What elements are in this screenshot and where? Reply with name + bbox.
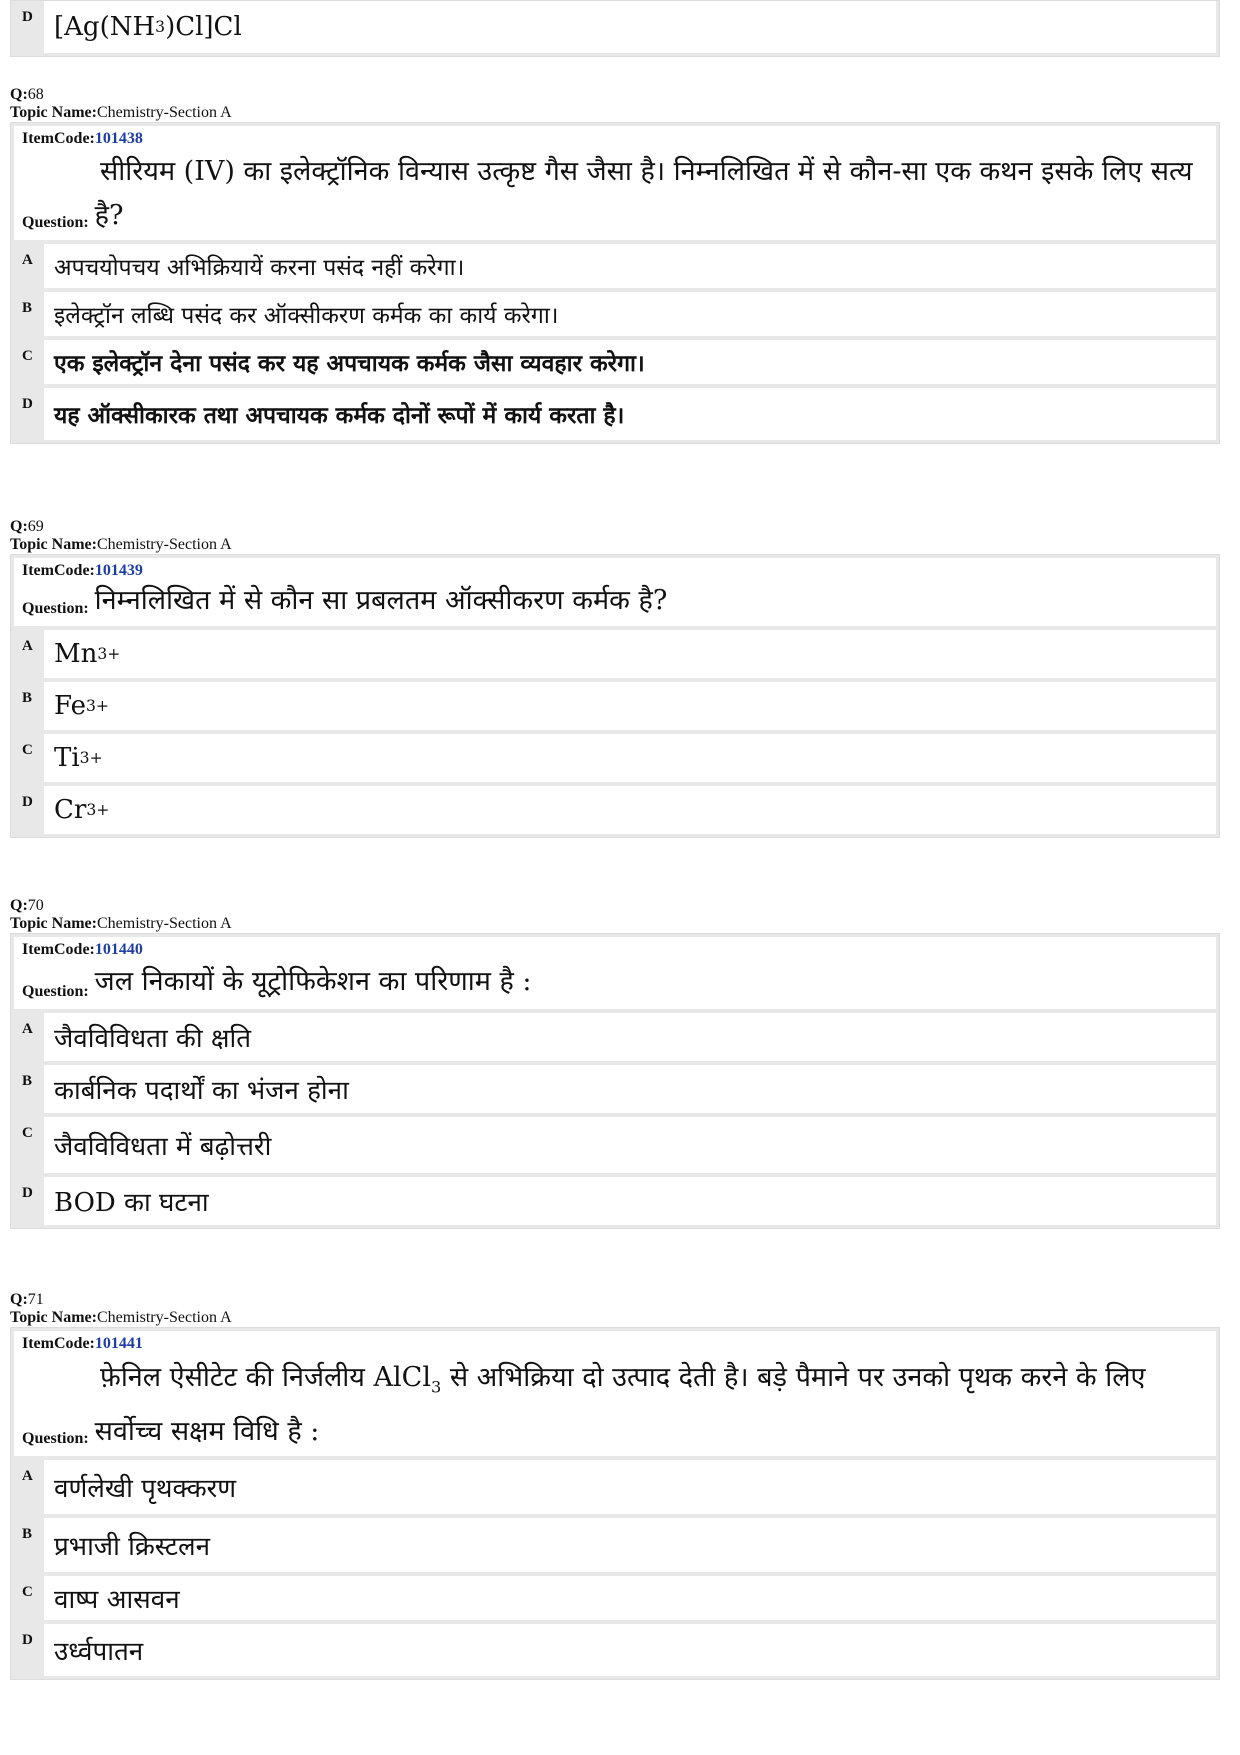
option-text: जैवविविधता की क्षति: [44, 1013, 1216, 1061]
question-stem: [14, 937, 1216, 1009]
question-label: Question:: [22, 600, 89, 617]
option-text: Fe 3+: [44, 682, 1216, 730]
option-label: A: [22, 252, 33, 268]
question-stem: [14, 558, 1216, 626]
question-stem: [14, 1331, 1216, 1456]
option-label: D: [22, 794, 33, 810]
option-row[interactable]: [14, 388, 1216, 440]
question-text: निम्नलिखित में से कौन सा प्रबलतम ऑक्सीकरण कर्मक है?: [94, 585, 668, 616]
option-text: [Ag(NH 3 )Cl]Cl: [44, 1, 1216, 53]
option-row[interactable]: [14, 1117, 1216, 1173]
item-code: ItemCode:101440: [22, 941, 143, 958]
option-row[interactable]: [14, 244, 1216, 288]
option-text: BOD का घटना: [44, 1177, 1216, 1225]
question-card: [10, 933, 1220, 1229]
option-text: उर्ध्वपातन: [44, 1624, 1216, 1676]
option-row[interactable]: [14, 682, 1216, 730]
question-label: Question:: [22, 1430, 89, 1448]
question-text: फ़ेनिल ऐसीटेट की निर्जलीय AlCl$_3$ से अभिक्रिया दो उत्पाद देती है। बड़े पैमाने पर उनको पृथक करने के लिए: [100, 1362, 1146, 1397]
option-label: D: [22, 1185, 33, 1201]
item-code: ItemCode:101438: [22, 130, 143, 147]
option-label: C: [22, 348, 33, 364]
option-text: जैवविविधता में बढ़ोत्तरी: [44, 1117, 1216, 1173]
question-block-70: [10, 897, 1220, 1229]
question-label: Question:: [22, 214, 89, 231]
prev-question-tail: [10, 0, 1220, 57]
option-text: Mn 3+: [44, 630, 1216, 678]
option-row[interactable]: [14, 1013, 1216, 1061]
question-card: [10, 554, 1220, 838]
option-text: वाष्प आसवन: [44, 1576, 1216, 1620]
option-row[interactable]: [14, 734, 1216, 782]
item-code: ItemCode:101439: [22, 562, 143, 579]
question-block-71: [10, 1291, 1220, 1680]
option-text: इलेक्ट्रॉन लब्धि पसंद कर ऑक्सीकरण कर्मक का कार्य करेगा।: [44, 292, 1216, 336]
question-text-cont: है?: [94, 200, 124, 231]
option-row[interactable]: [14, 1518, 1216, 1572]
question-label: Question:: [22, 983, 89, 1000]
option-label: D: [22, 396, 33, 412]
question-text-cont: सर्वोच्च सक्षम विधि है :: [94, 1416, 320, 1448]
option-row[interactable]: [14, 1177, 1216, 1225]
option-row[interactable]: [14, 1624, 1216, 1676]
option-label: B: [22, 690, 33, 706]
option-label: B: [22, 1073, 33, 1089]
option-label: B: [22, 1526, 33, 1543]
option-label: A: [22, 1021, 33, 1037]
option-label: D: [22, 9, 33, 25]
question-number: Q:71: [10, 1291, 44, 1308]
option-text: अपचयोपचय अभिक्रियायें करना पसंद नहीं करेगा।: [44, 244, 1216, 288]
question-stem: [14, 126, 1216, 240]
question-block-69: [10, 518, 1220, 838]
option-row[interactable]: [14, 1576, 1216, 1620]
question-block-68: [10, 86, 1220, 444]
option-label: D: [22, 1632, 33, 1649]
question-card: [10, 1327, 1220, 1680]
option-row[interactable]: [14, 292, 1216, 336]
option-label: C: [22, 1584, 33, 1601]
option-label: C: [22, 1125, 33, 1141]
option-label: A: [22, 1468, 33, 1485]
option-text: वर्णलेखी पृथक्करण: [44, 1460, 1216, 1514]
option-label: A: [22, 638, 33, 654]
option-row[interactable]: [14, 1065, 1216, 1113]
option-text: प्रभाजी क्रिस्टलन: [44, 1518, 1216, 1572]
question-number: Q:68: [10, 86, 44, 103]
topic-name: Topic Name:Chemistry-Section A: [10, 915, 232, 932]
option-text: Ti 3+: [44, 734, 1216, 782]
option-row[interactable]: [14, 786, 1216, 834]
question-card: [10, 122, 1220, 444]
topic-name: Topic Name:Chemistry-Section A: [10, 536, 232, 553]
question-number: Q:70: [10, 897, 44, 914]
option-text: कार्बनिक पदार्थों का भंजन होना: [44, 1065, 1216, 1113]
option-label: C: [22, 742, 33, 758]
option-text: Cr 3+: [44, 786, 1216, 834]
question-text: जल निकायों के यूट्रोफिकेशन का परिणाम है :: [94, 966, 532, 997]
option-row[interactable]: [14, 1, 1216, 53]
item-code: ItemCode:101441: [22, 1335, 143, 1352]
topic-name: Topic Name:Chemistry-Section A: [10, 104, 232, 121]
option-row[interactable]: [14, 1460, 1216, 1514]
option-row[interactable]: [14, 630, 1216, 678]
question-text: सीरियम (IV) का इलेक्ट्रॉनिक विन्यास उत्कृष्ट गैस जैसा है। निम्नलिखित में से कौन-सा एक कथन इसके लिए सत्य: [100, 156, 1193, 187]
question-number: Q:69: [10, 518, 44, 535]
option-label: B: [22, 300, 33, 316]
option-text: एक इलेक्ट्रॉन देना पसंद कर यह अपचायक कर्मक जैसा व्यवहार करेगा।: [44, 340, 1216, 384]
topic-name: Topic Name:Chemistry-Section A: [10, 1309, 232, 1326]
option-text: यह ऑक्सीकारक तथा अपचायक कर्मक दोनों रूपों में कार्य करता है।: [44, 388, 1216, 440]
option-row[interactable]: [14, 340, 1216, 384]
